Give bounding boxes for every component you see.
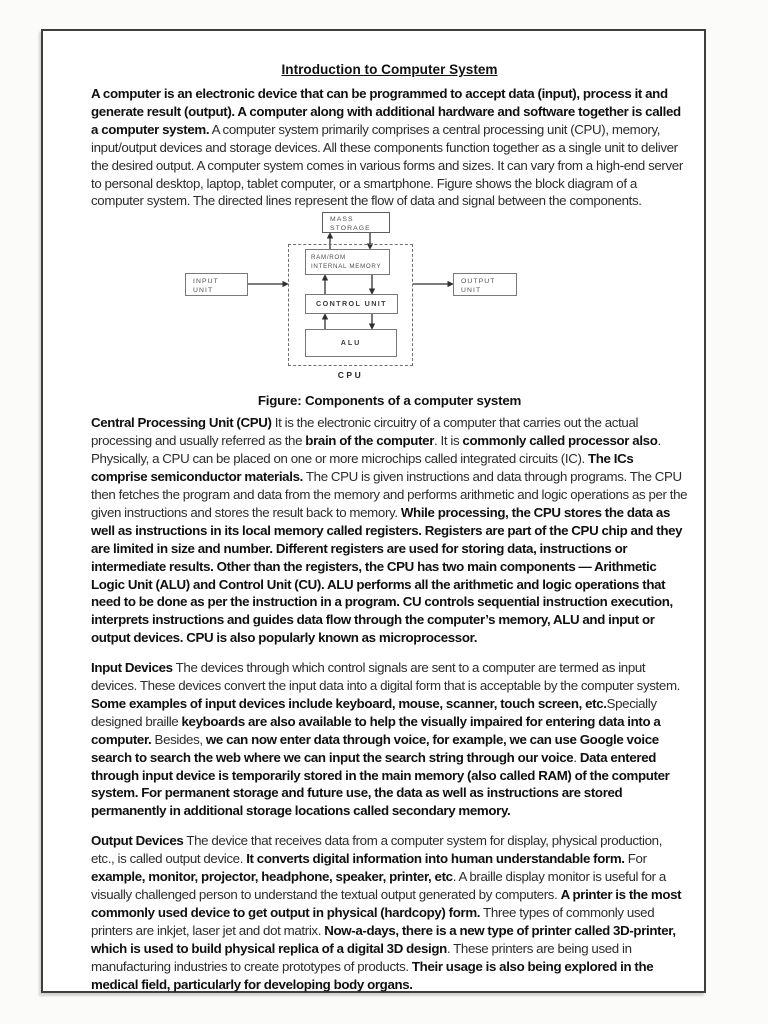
block-diagram bbox=[185, 212, 517, 386]
page-title: Introduction to Computer System bbox=[281, 62, 498, 77]
paragraph-input-devices: Input Devices The devices through which control signals are sent to a computer are termed as input devices. These devices convert the input data into a digital form that is acceptable by the computer system. Some examples of input devices include keyboard, mouse, scanner, touch screen, etc.Specially designed braille keyboards are also available to help the visually impaired for entering data into a computer. Besides, we can now enter data through voice, for example, we can use Google voice search to search the web where we can input the search string through our voice. Data entered through input device is temporarily stored in the main memory (also called RAM) of the computer system. For permanent storage and future use, the data as well as instructions are stored permanently in additional storage locations called secondary memory. bbox=[91, 660, 681, 819]
diagram-box-output-unit bbox=[453, 273, 517, 296]
cpu-label: CPU bbox=[337, 370, 364, 381]
diagram-box-input-unit bbox=[185, 273, 248, 296]
diagram-box-control-unit: CONTROL UNIT bbox=[305, 294, 398, 314]
internal-memory-label-line1: RAM/ROM bbox=[311, 254, 346, 262]
diagram-box-mass-storage bbox=[322, 212, 390, 233]
figure-caption: Figure: Components of a computer system bbox=[257, 393, 522, 409]
input-unit-label-line1: INPUT bbox=[193, 278, 219, 286]
input-unit-label-line2: UNIT bbox=[193, 286, 214, 294]
diagram-box-alu: ALU bbox=[305, 329, 397, 357]
mass-storage-label-line1: MASS bbox=[330, 216, 354, 224]
page-content bbox=[91, 31, 688, 993]
paragraph-intro: A computer is an electronic device that can be programmed to accept data (input), process it and generate result (output). A computer along with additional hardware and software together is called a computer system. A computer system primarily comprises a central processing unit (CPU), memory, input/output devices and storage devices. All these components function together as a single unit to deliver the desired output. A computer system comes in various forms and sizes. It can vary from a high-end server to personal desktop, laptop, tablet computer, or a smartphone. Figure shows the block diagram of a computer system. The directed lines represent the flow of data and signal between the components. bbox=[91, 86, 683, 209]
paragraph-cpu: Central Processing Unit (CPU) It is the electronic circuitry of a computer that carries out the actual processing and usually referred as the brain of the computer. It is commonly called processor also. Physically, a CPU can be placed on one or more microchips called integrated circuits (IC). The ICs comprise semiconductor materials. The CPU is given instructions and data through programs. The CPU then fetches the program and data from the memory and performs arithmetic and logic operations as per the given instructions and stores the result back to memory. While processing, the CPU stores the data as well as instructions in its local memory called registers. Registers are part of the CPU chip and they are limited in size and number. Different registers are used for storing data, instructions or intermediate results. Other than the registers, the CPU has two main components — Arithmetic Logic Unit (ALU) and Control Unit (CU). ALU performs all the arithmetic and logic operations that need to be done as per the instruction in a program. CU controls sequential instruction execution, interprets instructions and guides data flow through the computer’s memory, ALU and input or output devices. CPU is also popularly known as microprocessor. bbox=[91, 415, 688, 646]
output-unit-label-line2: UNIT bbox=[461, 286, 482, 294]
paragraph-output-devices: Output Devices The device that receives data from a computer system for display, physical production, etc., is called output device. It converts digital information into human understandable form. For example, monitor, projector, headphone, speaker, printer, etc. A braille display monitor is useful for a visually challenged person to understand the textual output generated by computers. A printer is the most commonly used device to get output in physical (hardcopy) form. Three types of commonly used printers are inkjet, laser jet and dot matrix. Now-a-days, there is a new type of printer called 3D-printer, which is used to build physical replica of a digital 3D design. These printers are being used in manufacturing industries to create prototypes of products. Their usage is also being explored in the medical field, particularly for developing body organs. bbox=[91, 833, 682, 992]
document-page bbox=[41, 29, 706, 993]
diagram-box-internal-memory bbox=[305, 249, 390, 275]
output-unit-label-line1: OUTPUT bbox=[461, 278, 496, 286]
internal-memory-label-line2: INTERNAL MEMORY bbox=[311, 262, 382, 270]
mass-storage-label-line2: STORAGE bbox=[330, 224, 371, 232]
